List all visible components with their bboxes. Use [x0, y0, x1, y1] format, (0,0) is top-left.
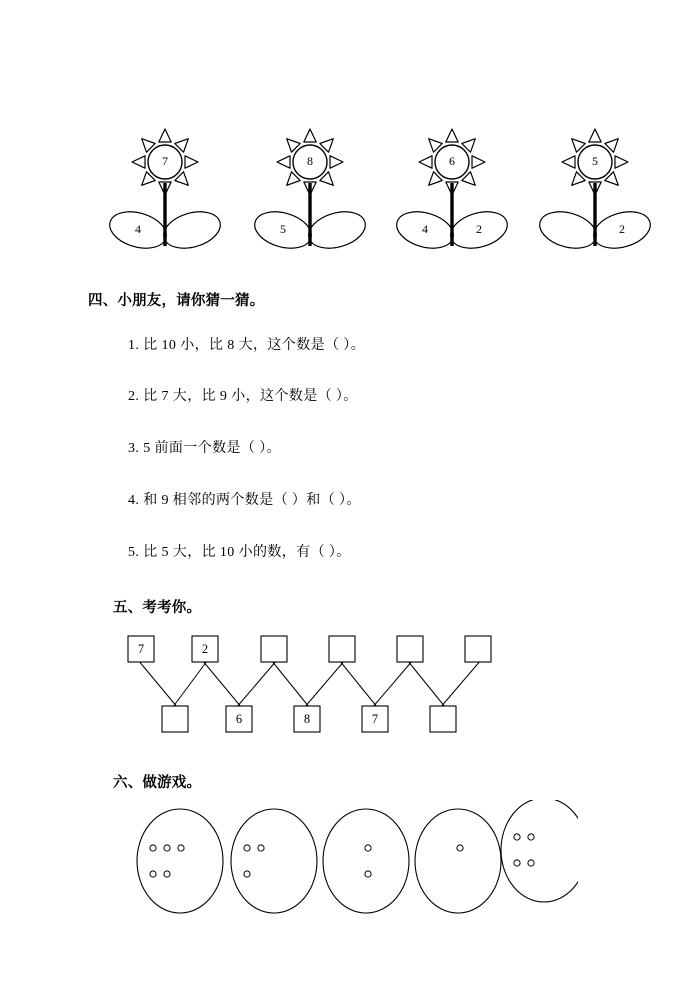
- flower-4-center-number: 5: [592, 154, 598, 168]
- flower-3: [392, 118, 542, 263]
- flower-1-left-leaf-number: 4: [135, 222, 141, 236]
- flower-1-center-number: 7: [162, 154, 168, 168]
- chain-bottom-box-2: 6: [235, 712, 243, 726]
- oval-5-top-dot-1: [514, 834, 520, 840]
- question-4-4: 4. 和 9 相邻的两个数是（ ）和（ ）。: [128, 493, 361, 508]
- oval-2: [231, 809, 317, 913]
- oval-2-bottom-dot-1: [244, 871, 250, 877]
- oval-1-top-dot-3: [178, 845, 184, 851]
- chain-bottom-box-4: 7: [371, 712, 379, 726]
- section-six-heading: 六、做游戏。: [113, 775, 202, 791]
- oval-3-top-dot-1: [365, 845, 371, 851]
- oval-1-top-dot-2: [164, 845, 170, 851]
- flower-3-right-leaf-number: 2: [476, 222, 482, 236]
- flower-1: [105, 118, 255, 263]
- flower-artwork: [105, 118, 255, 263]
- flower-3-center-number: 6: [449, 154, 455, 168]
- oval-dot-groups-diagram: [128, 800, 578, 920]
- flower-artwork: [535, 118, 685, 263]
- oval-2-top-dot-1: [244, 845, 250, 851]
- oval-4-top-dot-1: [457, 845, 463, 851]
- number-box-chain-diagram: [120, 630, 520, 740]
- chain-top-box-1: 7: [137, 642, 145, 656]
- flower-diagram-row: [0, 118, 695, 263]
- chain-top-box-2: 2: [201, 642, 209, 656]
- oval-1-top-dot-1: [150, 845, 156, 851]
- oval-1: [137, 809, 223, 913]
- section-five-heading: 五、考考你。: [113, 600, 202, 616]
- flower-4: [535, 118, 685, 263]
- oval-3-bottom-dot-1: [365, 871, 371, 877]
- flower-4-right-leaf-number: 2: [619, 222, 625, 236]
- oval-1-bottom-dot-1: [150, 871, 156, 877]
- oval-5-top-dot-2: [528, 834, 534, 840]
- question-4-2: 2. 比 7 大，比 9 小，这个数是（ ）。: [128, 389, 358, 404]
- flower-artwork: [250, 118, 400, 263]
- oval-4: [415, 809, 501, 913]
- question-4-5: 5. 比 5 大，比 10 小的数，有（ ）。: [128, 545, 351, 560]
- flower-2-left-leaf-number: 5: [280, 222, 286, 236]
- oval-1-bottom-dot-2: [164, 871, 170, 877]
- flower-artwork: [392, 118, 542, 263]
- flower-3-left-leaf-number: 4: [422, 222, 428, 236]
- flower-2: [250, 118, 400, 263]
- oval-5-bottom-dot-1: [514, 860, 520, 866]
- ovals-artwork: [128, 800, 578, 920]
- oval-2-top-dot-2: [258, 845, 264, 851]
- chain-bottom-box-3: 8: [303, 712, 311, 726]
- question-4-3: 3. 5 前面一个数是（ ）。: [128, 441, 281, 456]
- section-four-heading: 四、小朋友，请你猜一猜。: [88, 293, 265, 309]
- oval-5-bottom-dot-2: [528, 860, 534, 866]
- oval-5: [501, 800, 578, 902]
- box-chain-artwork: [120, 630, 520, 740]
- question-4-1: 1. 比 10 小，比 8 大，这个数是（ ）。: [128, 338, 366, 353]
- oval-3: [323, 809, 409, 913]
- flower-2-center-number: 8: [307, 154, 313, 168]
